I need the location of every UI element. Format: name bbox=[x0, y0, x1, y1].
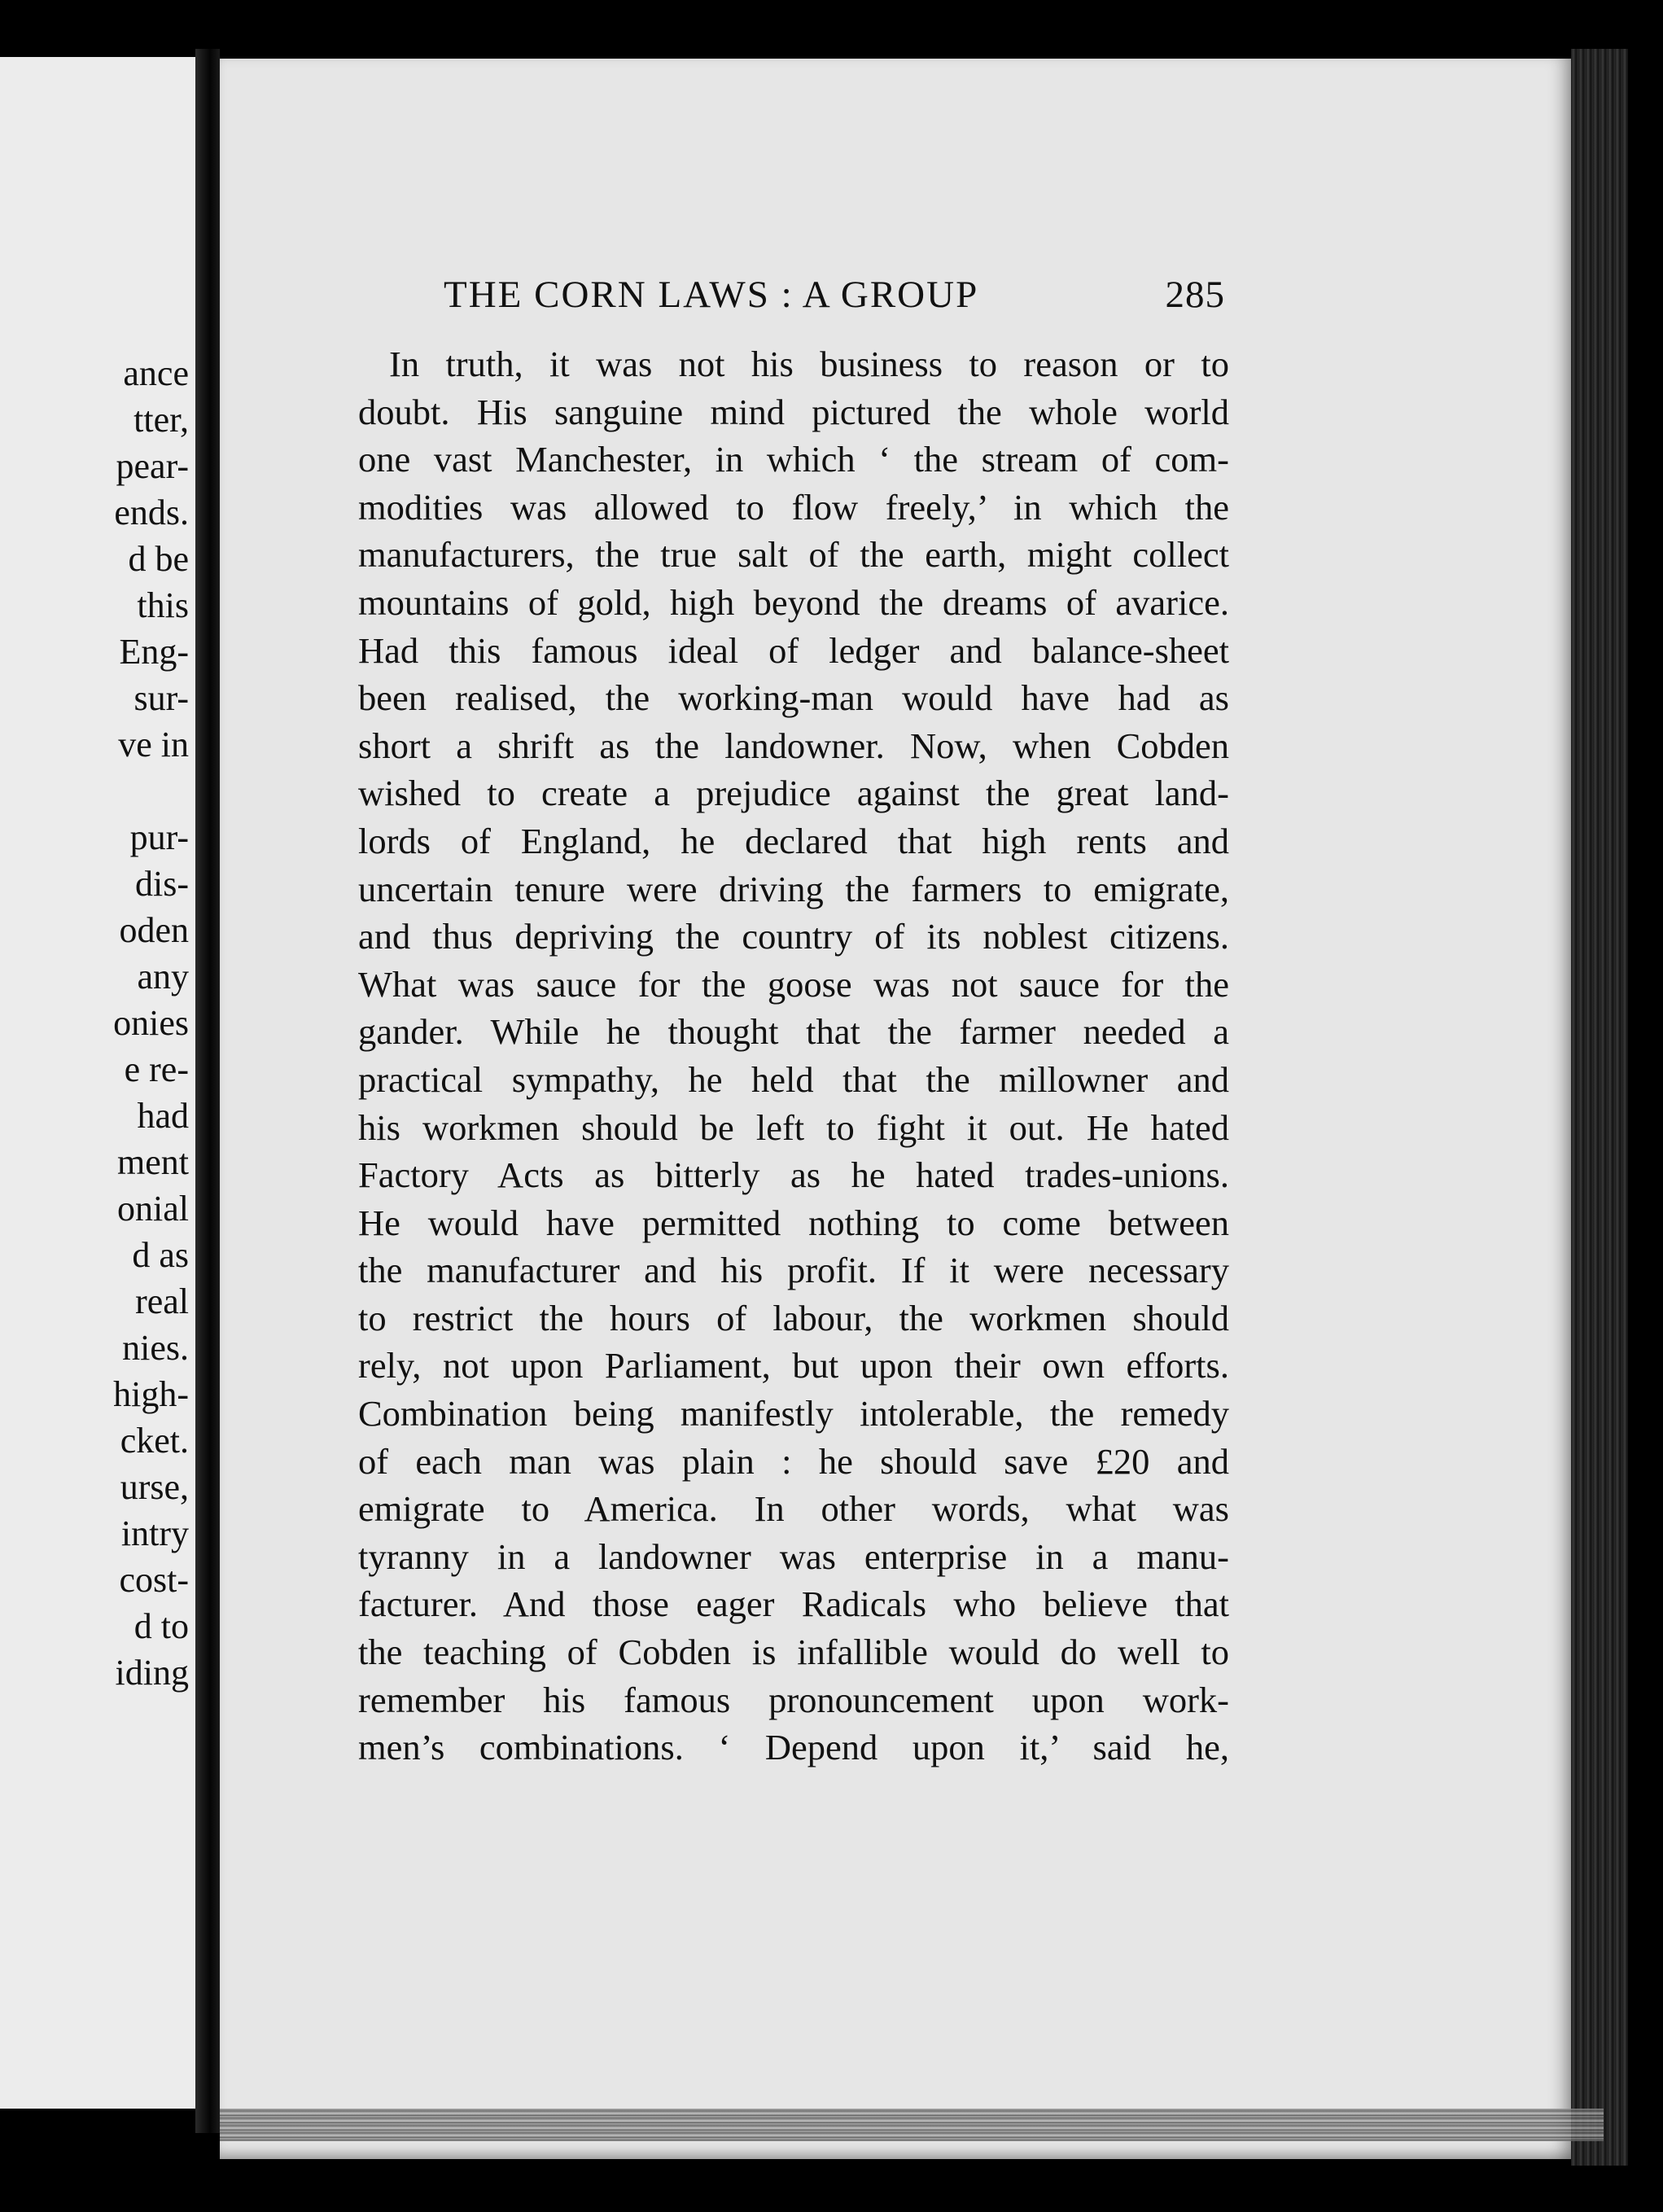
left-fragment-line: d as bbox=[132, 1235, 189, 1275]
text-line: and thus depriving the country of its noblest citizens. bbox=[358, 916, 1229, 957]
left-fragment-line: pear- bbox=[116, 446, 189, 486]
text-line: wished to create a prejudice against the great land- bbox=[358, 773, 1229, 814]
left-fragment-line: d be bbox=[128, 539, 189, 579]
left-fragment-line: nies. bbox=[122, 1328, 189, 1368]
text-line: the manufacturer and his profit. If it were necessary bbox=[358, 1250, 1229, 1291]
left-fragment-line: urse, bbox=[120, 1467, 189, 1507]
page-edges-bottom bbox=[220, 2109, 1604, 2141]
left-fragment-line: cost- bbox=[119, 1560, 189, 1600]
left-fragment-line: intry bbox=[120, 1513, 189, 1553]
text-line: short a shrift as the landowner. Now, when Cobden bbox=[358, 725, 1229, 766]
left-fragment-line: high- bbox=[113, 1374, 189, 1414]
running-header bbox=[444, 273, 1225, 322]
text-line: modities was allowed to flow freely,’ in which the bbox=[358, 486, 1229, 528]
text-line: doubt. His sanguine mind pictured the whole world bbox=[358, 391, 1229, 432]
left-fragment-line: any bbox=[137, 957, 189, 996]
text-line: lords of England, he declared that high rents and bbox=[358, 820, 1229, 861]
text-line: manufacturers, the true salt of the earth, might collect bbox=[358, 534, 1229, 576]
text-line: tyranny in a landowner was enterprise in a manu- bbox=[358, 1535, 1229, 1577]
text-line: his workmen should be left to fight it out. He hated bbox=[358, 1106, 1229, 1148]
text-line: facturer. And those eager Radicals who believe that bbox=[358, 1583, 1229, 1625]
left-fragment-line: Eng- bbox=[119, 632, 189, 672]
left-fragment-line: this bbox=[137, 585, 189, 625]
left-page-text-fragments bbox=[113, 350, 189, 1696]
text-line: gander. While he thought that the farmer needed a bbox=[358, 1011, 1229, 1053]
text-line: Had this famous ideal of ledger and balance-sheet bbox=[358, 629, 1229, 671]
left-facing-page bbox=[0, 57, 195, 2109]
left-fragment-line: d to bbox=[133, 1606, 189, 1646]
left-fragment-line: sur- bbox=[133, 678, 189, 718]
body-paragraph bbox=[358, 340, 1229, 1772]
left-fragment-line: onial bbox=[117, 1189, 189, 1229]
left-fragment-line: ment bbox=[117, 1142, 189, 1182]
text-line: been realised, the working-man would have had as bbox=[358, 677, 1229, 719]
left-fragment-line: iding bbox=[115, 1653, 189, 1693]
text-line: to restrict the hours of labour, the workmen should bbox=[358, 1297, 1229, 1338]
text-line: uncertain tenure were driving the farmers to emigrate, bbox=[358, 868, 1229, 909]
text-line: practical sympathy, he held that the millowner and bbox=[358, 1058, 1229, 1100]
left-fragment-line: cket. bbox=[120, 1421, 189, 1461]
left-fragment-line: dis- bbox=[135, 864, 189, 904]
left-fragment-line: had bbox=[137, 1096, 189, 1136]
page-edges-right bbox=[1571, 49, 1628, 2166]
page-number: 285 bbox=[1165, 274, 1225, 316]
left-fragment-line: pur- bbox=[129, 817, 189, 857]
book-gutter bbox=[195, 49, 220, 2133]
text-line: In truth, it was not his business to reason or to bbox=[389, 344, 1229, 384]
left-fragment-line bbox=[113, 768, 189, 814]
text-line: What was sauce for the goose was not sauce for the bbox=[358, 963, 1229, 1005]
text-line: mountains of gold, high beyond the dreams of avarice. bbox=[358, 581, 1229, 623]
running-title: THE CORN LAWS : A GROUP bbox=[444, 274, 979, 316]
text-line: men’s combinations. ‘ Depend upon it,’ said he, bbox=[358, 1727, 1229, 1768]
left-fragment-line: e re- bbox=[124, 1049, 189, 1089]
left-fragment-line: ve in bbox=[118, 725, 189, 764]
left-fragment-line: oden bbox=[119, 910, 189, 950]
text-line: remember his famous pronouncement upon work- bbox=[358, 1679, 1229, 1720]
left-fragment-line: onies bbox=[113, 1003, 189, 1043]
left-fragment-line: tter, bbox=[133, 400, 189, 440]
text-line: one vast Manchester, in which ‘ the stream of com- bbox=[358, 439, 1229, 480]
text-line: Combination being manifestly intolerable, the remedy bbox=[358, 1393, 1229, 1435]
text-line: Factory Acts as bitterly as he hated trades-unions. bbox=[358, 1154, 1229, 1196]
text-line: the teaching of Cobden is infallible would do well to bbox=[358, 1632, 1229, 1673]
left-fragment-line: ends. bbox=[114, 493, 189, 532]
left-fragment-line: real bbox=[135, 1281, 189, 1321]
left-fragment-line: ance bbox=[123, 353, 189, 393]
text-line: He would have permitted nothing to come between bbox=[358, 1202, 1229, 1243]
text-line: of each man was plain : he should save £20 and bbox=[358, 1440, 1229, 1482]
text-line: emigrate to America. In other words, what was bbox=[358, 1488, 1229, 1530]
text-line: rely, not upon Parliament, but upon their own efforts. bbox=[358, 1345, 1229, 1386]
